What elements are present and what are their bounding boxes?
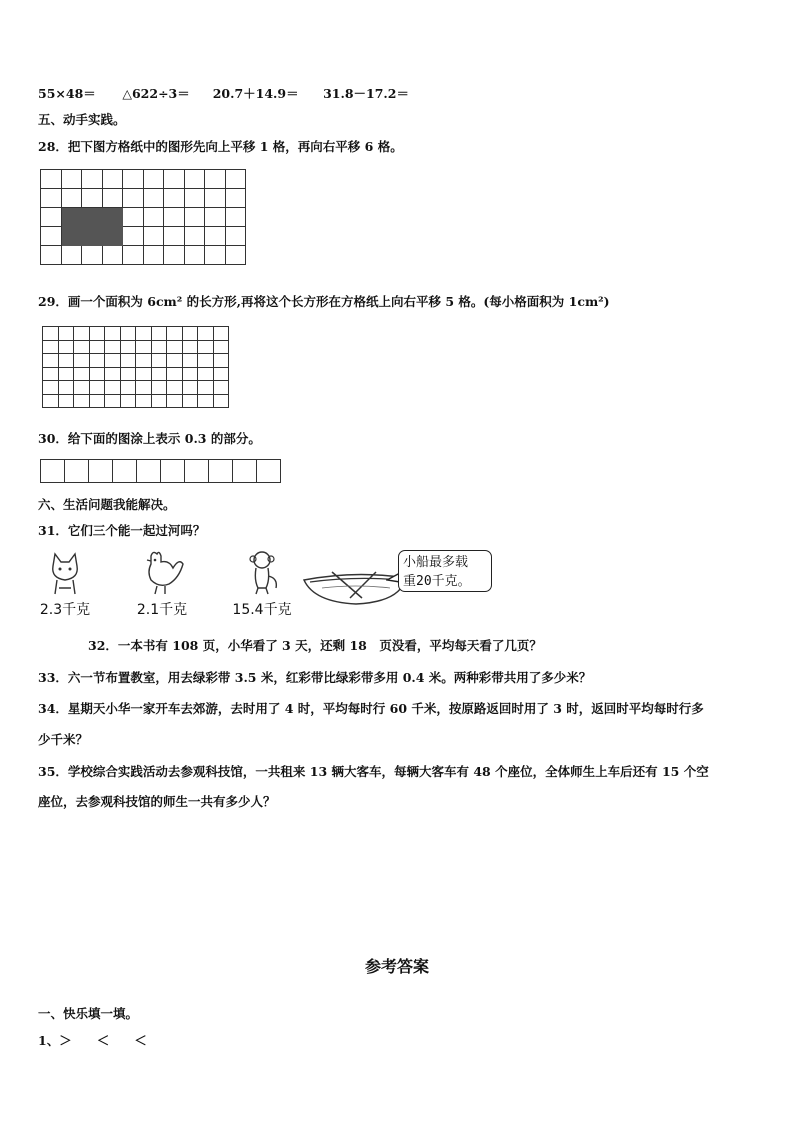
grid-cell [143, 170, 164, 189]
answer-1: 1、＞ ＜ ＜ [38, 1033, 147, 1048]
grid-cell [164, 170, 185, 189]
grid-cell [198, 354, 214, 368]
cat-weight: 2.3千克 [39, 602, 91, 618]
grid-cell [167, 340, 183, 354]
monkey-weight: 15.4千克 [232, 602, 292, 618]
question-28: 28．把下图方格纸中的图形先向上平移 1 格，再向右平移 6 格。 [38, 139, 403, 154]
grid-cell [43, 340, 59, 354]
grid-cell [198, 367, 214, 381]
calc-row [38, 84, 409, 102]
grid-cell [167, 394, 183, 408]
grid-cell [182, 327, 198, 341]
grid-cell [184, 208, 205, 227]
monkey-icon [242, 548, 282, 596]
grid-cell [167, 381, 183, 395]
grid-row [43, 394, 229, 408]
grid-cell [41, 246, 62, 265]
strip-cell [113, 460, 137, 483]
grid-row [43, 381, 229, 395]
grid-row [41, 227, 246, 246]
strip-cell [161, 460, 185, 483]
grid-paper-28 [40, 169, 246, 265]
grid-cell [123, 227, 144, 246]
grid-cell [151, 327, 167, 341]
grid-cell [164, 189, 185, 208]
bubble-line: 小船最多载 [403, 555, 469, 570]
grid-cell [43, 354, 59, 368]
grid-cell [82, 189, 103, 208]
grid-cell [58, 394, 74, 408]
grid-cell [136, 327, 152, 341]
grid-cell [167, 367, 183, 381]
grid-cell [182, 340, 198, 354]
grid-cell [58, 354, 74, 368]
grid-cell [120, 354, 136, 368]
grid-row [41, 208, 246, 227]
strip-cell [257, 460, 281, 483]
grid-cell [151, 394, 167, 408]
grid-cell [151, 340, 167, 354]
question-33: 33．六一节布置教室，用去绿彩带 3.5 米，红彩带比绿彩带多用 0.4 米。两种彩带共用了多少米？ [38, 670, 592, 685]
grid-cell [105, 340, 121, 354]
grid-cell [184, 189, 205, 208]
grid-cell [61, 208, 82, 227]
grid-row [41, 460, 281, 483]
grid-cell [123, 208, 144, 227]
strip-cell [209, 460, 233, 483]
grid-cell [102, 246, 123, 265]
grid-cell [205, 170, 226, 189]
strip-cell [233, 460, 257, 483]
grid-cell [123, 170, 144, 189]
grid-cell [89, 367, 105, 381]
grid-cell [198, 381, 214, 395]
grid-cell [164, 246, 185, 265]
grid-cell [74, 327, 90, 341]
grid-cell [41, 208, 62, 227]
cat-figure [30, 548, 100, 619]
grid-cell [213, 381, 229, 395]
grid-row [41, 189, 246, 208]
grid-cell [120, 394, 136, 408]
question-32: 32．一本书有 108 页，小华看了 3 天，还剩 18 页没看，平均每天看了几页？ [88, 638, 542, 653]
grid-cell [205, 189, 226, 208]
grid-cell [74, 367, 90, 381]
grid-cell [74, 354, 90, 368]
grid-cell [82, 170, 103, 189]
grid-cell [184, 246, 205, 265]
grid-cell [198, 327, 214, 341]
grid-cell [182, 381, 198, 395]
grid-cell [58, 381, 74, 395]
grid-cell [89, 327, 105, 341]
grid-cell [225, 246, 246, 265]
grid-cell [205, 246, 226, 265]
grid-cell [151, 354, 167, 368]
grid-cell [123, 246, 144, 265]
grid-cell [105, 394, 121, 408]
grid-cell [61, 170, 82, 189]
section-5-heading: 五、动手实践。 [38, 112, 126, 127]
grid-cell [58, 367, 74, 381]
grid-cell [105, 381, 121, 395]
grid-cell [74, 394, 90, 408]
question-35-line-2: 座位，去参观科技馆的师生一共有多少人？ [38, 794, 276, 809]
cat-icon [43, 548, 87, 596]
grid-cell [182, 367, 198, 381]
grid-row [43, 340, 229, 354]
grid-cell [102, 170, 123, 189]
grid-cell [58, 327, 74, 341]
strip-cell [65, 460, 89, 483]
question-29: 29．画一个面积为 6cm² 的长方形,再将这个长方形在方格纸上向右平移 5 格。(每小格面积为 1cm²) [38, 294, 610, 309]
grid-cell [143, 246, 164, 265]
strip-cell [185, 460, 209, 483]
grid-cell [136, 394, 152, 408]
grid-cell [61, 227, 82, 246]
grid-cell [151, 381, 167, 395]
grid-cell [136, 381, 152, 395]
grid-row [43, 367, 229, 381]
grid-row [43, 327, 229, 341]
grid-cell [43, 381, 59, 395]
grid-cell [136, 367, 152, 381]
grid-cell [164, 227, 185, 246]
grid-cell [143, 189, 164, 208]
question-31: 31．它们三个能一起过河吗？ [38, 523, 206, 538]
calc-item: 20.7＋14.9＝ [212, 86, 299, 101]
grid-cell [89, 340, 105, 354]
strip-cell [137, 460, 161, 483]
fraction-strip-30 [40, 459, 281, 483]
grid-cell [184, 170, 205, 189]
grid-cell [225, 170, 246, 189]
bubble-line: 重20千克。 [403, 574, 471, 589]
grid-cell [136, 340, 152, 354]
grid-cell [61, 189, 82, 208]
grid-cell [43, 327, 59, 341]
grid-cell [120, 327, 136, 341]
section-6-heading: 六、生活问题我能解决。 [38, 497, 176, 512]
grid-cell [225, 227, 246, 246]
grid-cell [120, 340, 136, 354]
grid-cell [105, 354, 121, 368]
calc-item: △622÷3＝ [122, 86, 190, 101]
grid-cell [89, 381, 105, 395]
monkey-figure [222, 548, 302, 619]
grid-cell [82, 227, 103, 246]
grid-cell [182, 354, 198, 368]
grid-cell [213, 394, 229, 408]
question-34-line-1: 34．星期天小华一家开车去郊游，去时用了 4 时，平均每时行 60 千米，按原路返回时用了 3 时，返回时平均每时行多 [38, 701, 704, 716]
calc-item: 31.8－17.2＝ [323, 86, 409, 101]
calc-item: 55×48＝ [38, 86, 96, 101]
grid-cell [205, 208, 226, 227]
grid-cell [61, 246, 82, 265]
grid-cell [89, 354, 105, 368]
grid-cell [182, 394, 198, 408]
grid-cell [143, 227, 164, 246]
grid-cell [123, 189, 144, 208]
grid-cell [225, 189, 246, 208]
grid-cell [41, 227, 62, 246]
grid-row [41, 246, 246, 265]
grid-cell [120, 381, 136, 395]
grid-cell [151, 367, 167, 381]
grid-cell [82, 208, 103, 227]
grid-cell [105, 327, 121, 341]
grid-cell [43, 367, 59, 381]
grid-cell [198, 394, 214, 408]
rooster-weight: 2.1千克 [136, 602, 188, 618]
rooster-icon [139, 548, 185, 596]
grid-cell [167, 327, 183, 341]
grid-cell [74, 381, 90, 395]
question-30: 30．给下面的图涂上表示 0.3 的部分。 [38, 431, 261, 446]
grid-cell [89, 394, 105, 408]
grid-row [43, 354, 229, 368]
grid-cell [74, 340, 90, 354]
grid-cell [102, 208, 123, 227]
grid-cell [213, 340, 229, 354]
answer-title: 参考答案 [364, 957, 429, 976]
grid-cell [184, 227, 205, 246]
grid-cell [120, 367, 136, 381]
grid-cell [198, 340, 214, 354]
question-34-line-2: 少千米？ [38, 732, 89, 747]
grid-cell [213, 354, 229, 368]
grid-cell [205, 227, 226, 246]
question-35-line-1: 35．学校综合实践活动去参观科技馆，一共租来 13 辆大客车，每辆大客车有 48 个座位，全体师生上车后还有 15 个空 [38, 764, 709, 779]
grid-cell [58, 340, 74, 354]
grid-row [41, 170, 246, 189]
grid-cell [164, 208, 185, 227]
grid-cell [102, 189, 123, 208]
grid-cell [43, 394, 59, 408]
grid-cell [213, 367, 229, 381]
strip-cell [89, 460, 113, 483]
boat-speech-bubble [398, 550, 492, 592]
grid-cell [167, 354, 183, 368]
grid-paper-29 [42, 326, 229, 408]
rooster-figure [126, 548, 198, 619]
grid-cell [82, 246, 103, 265]
grid-cell [213, 327, 229, 341]
grid-cell [41, 189, 62, 208]
strip-cell [41, 460, 65, 483]
grid-cell [102, 227, 123, 246]
grid-cell [143, 208, 164, 227]
grid-cell [41, 170, 62, 189]
grid-cell [225, 208, 246, 227]
answer-section-1: 一、快乐填一填。 [38, 1006, 139, 1021]
grid-cell [105, 367, 121, 381]
grid-cell [136, 354, 152, 368]
